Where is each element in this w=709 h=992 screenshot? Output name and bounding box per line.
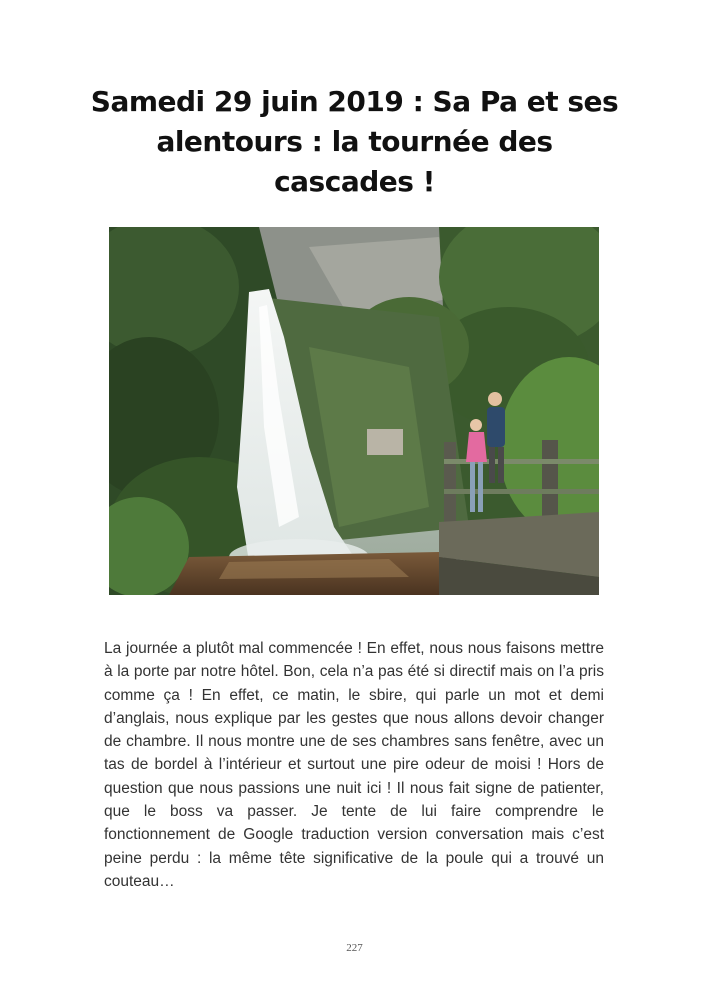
- waterfall-illustration: [109, 227, 599, 595]
- waterfall-photo: [109, 227, 599, 595]
- paragraph: La journée a plutôt mal commencée ! En effet, nous nous faisons mettre à la porte par notre hôtel. Bon, cela n’a pas été si directif mais on l’a pris comme ça ! En effet, ce matin, le sbire, qui parle un mot et demi d’anglais, nous explique par les gestes que nous allons devoir changer de chambre. Il nous montre une de ses chambres sans fenêtre, avec un tas de bordel à l’intérieur et surtout une pire odeur de moisi ! Hors de question que nous passions une nuit ici ! Il nous fait signe de patienter, que le boss va passer. Je tente de lui faire comprendre le fonctionnement de Google traduction version conversation mais c’est peine perdu : la même tête significative de la poule qui a trouvé un couteau…: [104, 640, 604, 890]
- page-title: Samedi 29 juin 2019 : Sa Pa et ses alentours : la tournée des cascades !: [90, 85, 619, 198]
- page-number: 227: [346, 942, 363, 954]
